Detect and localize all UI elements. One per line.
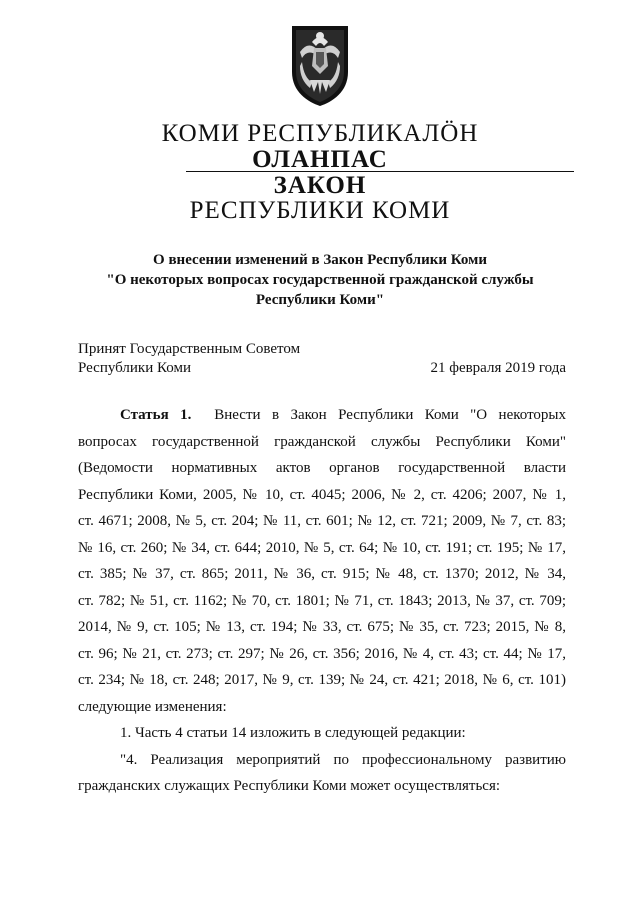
law-title-line-1: О внесении изменений в Закон Республики Коми	[153, 252, 487, 268]
header-line-komi: КОМИ РЕСПУБЛИКАЛӦН	[161, 120, 479, 147]
quote-line-1: "4. Реализация мероприятий по профессиональному развитию	[120, 751, 566, 768]
article-text-line: ст. 4671; 2008, № 5, ст. 204; № 11, ст. 601; № 12, ст. 721; 2009, № 7, ст. 83;	[78, 513, 566, 529]
article-label: Статья 1.	[120, 407, 192, 423]
komi-coat-of-arms-icon	[288, 22, 352, 108]
article-text-line: 2014, № 9, ст. 105; № 13, ст. 194; № 33, ст. 675; № 35, ст. 723; 2015, № 8,	[78, 619, 566, 635]
article-text-line: ст. 96; № 21, ст. 273; ст. 297; № 26, ст. 356; 2016, № 4, ст. 43; ст. 44; № 17,	[78, 645, 566, 662]
article-first-line	[78, 402, 566, 429]
law-title-line-2: "О некоторых вопросах государственной гражданской службы	[106, 272, 534, 288]
header-line-republic: РЕСПУБЛИКИ КОМИ	[189, 197, 451, 224]
article-body	[78, 402, 566, 800]
article-text-line: ст. 782; № 51, ст. 1162; № 70, ст. 1801; № 71, ст. 1843; 2013, № 37, ст. 709;	[78, 592, 566, 609]
article-text-line: вопросах государственной гражданской службы Республики Коми"	[78, 433, 566, 450]
quote-line-2: гражданских служащих Республики Коми может осуществляться:	[78, 778, 501, 794]
adoption-date: 21 февраля 2019 года	[430, 360, 566, 376]
adoption-line-1: Принят Государственным Советом	[78, 341, 301, 357]
law-title-line-3: Республики Коми"	[255, 292, 385, 308]
article-item-1: 1. Часть 4 статьи 14 изложить в следующей редакции:	[120, 725, 466, 741]
article-text-line: ст. 385; № 37, ст. 865; 2011, № 36, ст. 915; № 48, ст. 1370; 2012, № 34,	[78, 566, 566, 582]
article-text-line: (Ведомости нормативных актов органов государственной власти	[78, 460, 566, 476]
article-text-line: Внести в Закон Республики Коми "О некоторых	[214, 407, 567, 423]
header-line-zakon: ЗАКОН	[273, 172, 367, 199]
article-text-line: Республики Коми, 2005, № 10, ст. 4045; 2006, № 2, ст. 4206; 2007, № 1,	[78, 486, 566, 503]
adoption-line-2: Республики Коми	[78, 360, 191, 376]
article-text-line: ст. 234; № 18, ст. 248; 2017, № 9, ст. 139; № 24, ст. 421; 2018, № 6, ст. 101)	[78, 672, 566, 688]
article-text-line: № 16, ст. 260; № 34, ст. 644; 2010, № 5, ст. 64; № 10, ст. 191; ст. 195; № 17,	[78, 539, 566, 556]
article-text-line: следующие изменения:	[78, 698, 227, 715]
header-line-olanpas: ОЛАНПАС	[252, 146, 388, 173]
